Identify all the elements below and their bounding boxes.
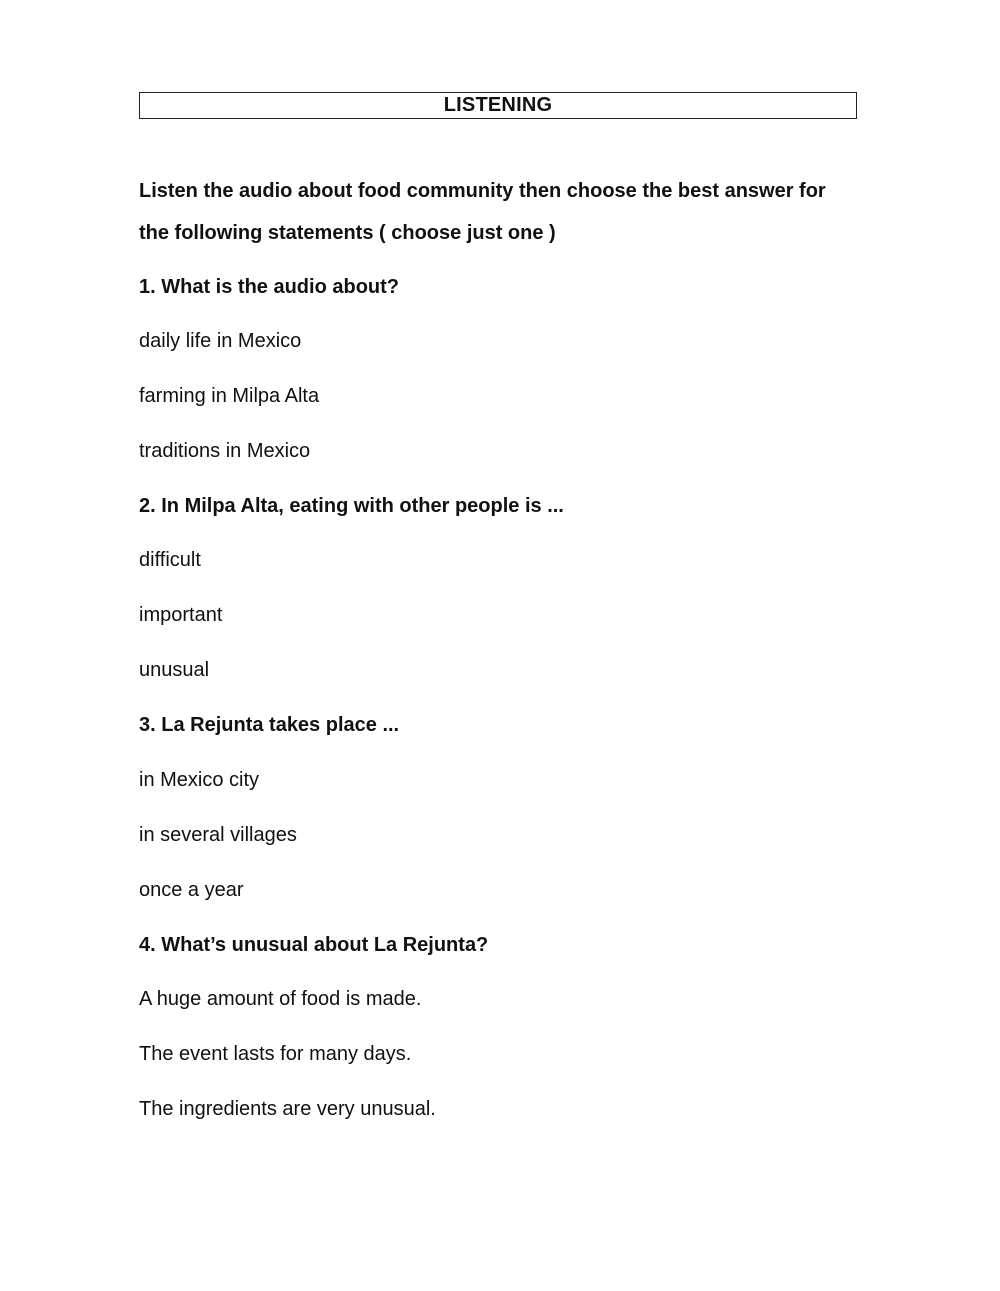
- question-2: 2. In Milpa Alta, eating with other people is ...: [139, 495, 564, 517]
- question-4-option-c[interactable]: The ingredients are very unusual.: [139, 1098, 436, 1120]
- instructions-text: Listen the audio about food community then choose the best answer for the following statements ( choose just one ): [139, 180, 826, 244]
- question-2-option-a[interactable]: difficult: [139, 549, 201, 571]
- question-1: 1. What is the audio about?: [139, 276, 399, 298]
- question-2-option-c[interactable]: unusual: [139, 659, 210, 681]
- question-1-option-c[interactable]: traditions in Mexico: [139, 440, 311, 462]
- question-1-option-b[interactable]: farming in Milpa Alta: [139, 385, 320, 407]
- question-3-option-c[interactable]: once a year: [139, 879, 244, 901]
- question-3-option-b[interactable]: in several villages: [139, 824, 297, 846]
- question-3-option-a[interactable]: in Mexico city: [139, 769, 260, 791]
- question-2-option-b[interactable]: important: [139, 604, 223, 626]
- question-4-option-b[interactable]: The event lasts for many days.: [139, 1043, 412, 1065]
- question-1-option-a[interactable]: daily life in Mexico: [139, 330, 302, 352]
- question-4: 4. What’s unusual about La Rejunta?: [139, 934, 489, 956]
- worksheet-title: LISTENING: [139, 92, 857, 119]
- question-4-option-a[interactable]: A huge amount of food is made.: [139, 988, 422, 1010]
- question-3: 3. La Rejunta takes place ...: [139, 714, 400, 736]
